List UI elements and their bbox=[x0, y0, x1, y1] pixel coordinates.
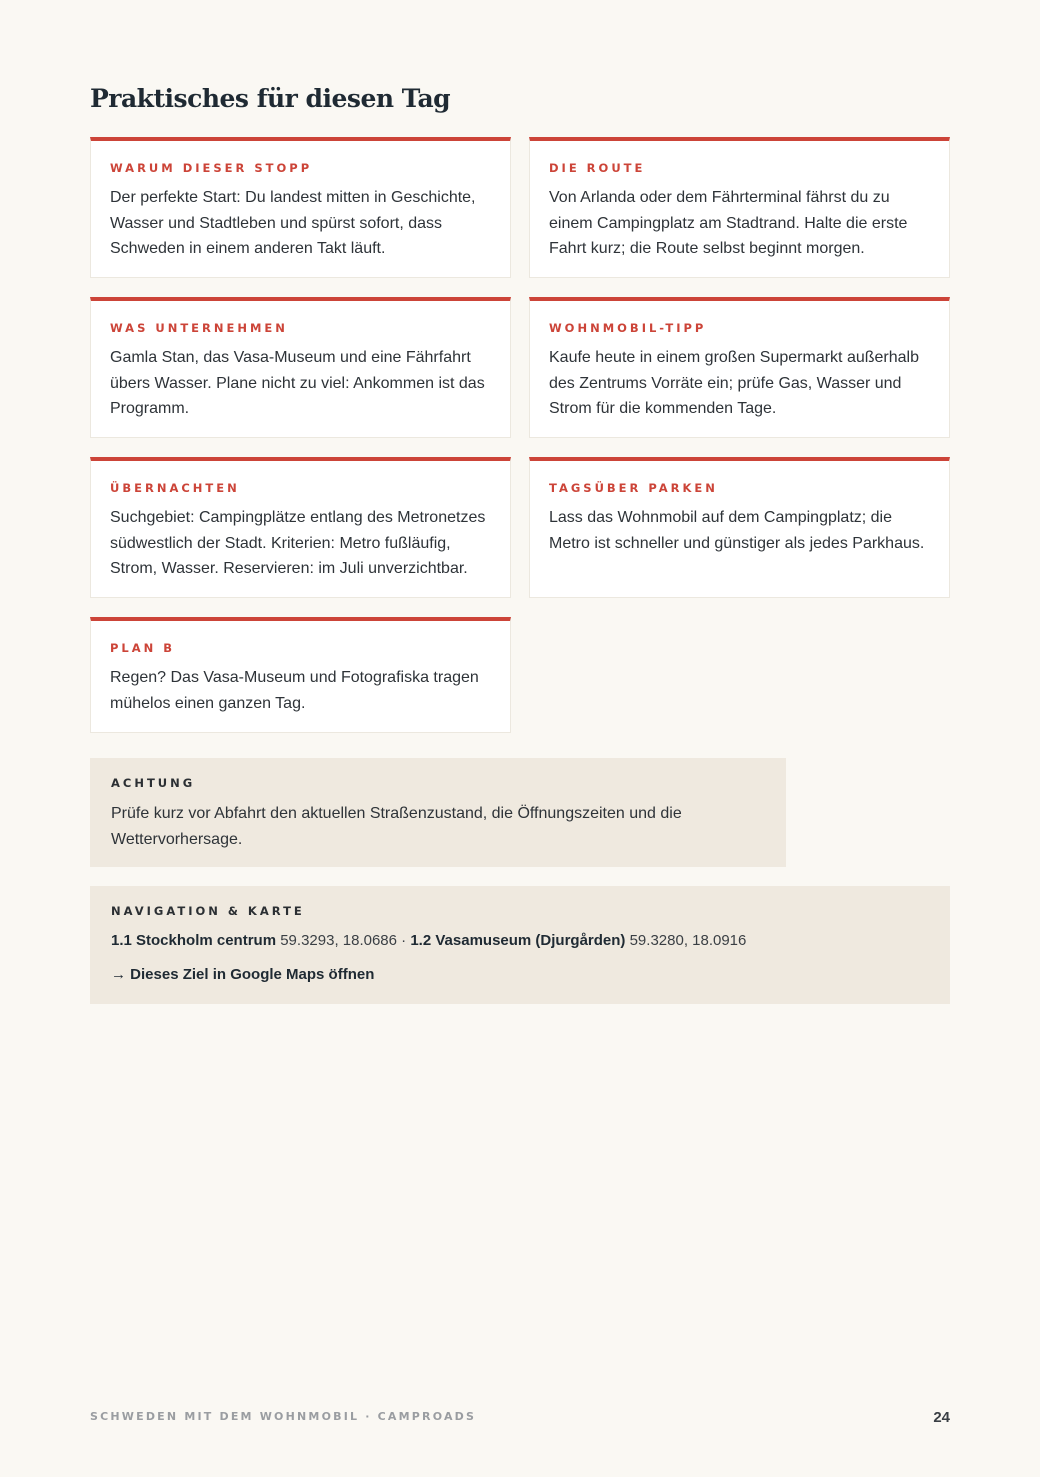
google-maps-link[interactable]: → Dieses Ziel in Google Maps öffnen bbox=[111, 966, 375, 983]
card-plan-b bbox=[90, 617, 511, 733]
card-wohnmobil-tipp bbox=[529, 297, 950, 438]
card-text: Regen? Das Vasa-Museum und Fotografiska tragen mühelos einen ganzen Tag. bbox=[110, 669, 479, 712]
navigation-label: NAVIGATION & KARTE bbox=[111, 904, 305, 918]
card-label: DIE ROUTE bbox=[549, 161, 646, 175]
separator: · bbox=[401, 932, 407, 949]
card-text: Lass das Wohnmobil auf dem Campingplatz; die Metro ist schneller und günstiger als jedes Parkhaus. bbox=[549, 509, 925, 552]
navigation-box bbox=[90, 886, 950, 1004]
card-warum-dieser-stopp bbox=[90, 137, 511, 278]
card-label: TAGSÜBER PARKEN bbox=[549, 481, 718, 495]
stop-1-name: 1.1 Stockholm centrum bbox=[111, 932, 277, 949]
card-text: Der perfekte Start: Du landest mitten in Geschichte, Wasser und Stadtleben und spürst sofort, dass Schweden in einem anderen Takt läuft. bbox=[110, 189, 476, 257]
info-card-grid bbox=[90, 137, 950, 733]
card-text: Kaufe heute in einem großen Supermarkt außerhalb des Zentrums Vorräte ein; prüfe Gas, Wasser und Strom für die kommenden Tage. bbox=[549, 349, 919, 417]
card-label: ÜBERNACHTEN bbox=[110, 481, 240, 495]
card-text: Gamla Stan, das Vasa-Museum und eine Fährfahrt übers Wasser. Plane nicht zu viel: Ankommen ist das Programm. bbox=[110, 349, 485, 417]
card-uebernachten bbox=[90, 457, 511, 598]
card-was-unternehmen bbox=[90, 297, 511, 438]
card-label: WARUM DIESER STOPP bbox=[110, 161, 313, 175]
warning-box bbox=[90, 758, 786, 867]
warning-text: Prüfe kurz vor Abfahrt den aktuellen Straßenzustand, die Öffnungszeiten und die Wettervorhersage. bbox=[111, 805, 682, 848]
stop-2-coordinates: 59.3280, 18.0916 bbox=[629, 932, 747, 949]
card-die-route bbox=[529, 137, 950, 278]
card-label: WAS UNTERNEHMEN bbox=[110, 321, 288, 335]
coordinates-line bbox=[111, 930, 929, 952]
card-label: PLAN B bbox=[110, 641, 176, 655]
card-text: Von Arlanda oder dem Fährterminal fährst du zu einem Campingplatz am Stadtrand. Halte die erste Fahrt kurz; die Route selbst beginnt morgen. bbox=[549, 189, 908, 257]
card-tagsueber-parken bbox=[529, 457, 950, 598]
section-title: Praktisches für diesen Tag bbox=[90, 84, 451, 113]
stop-2-name: 1.2 Vasamuseum (Djurgården) bbox=[410, 932, 626, 949]
page-number: 24 bbox=[933, 1409, 950, 1426]
warning-label: ACHTUNG bbox=[111, 776, 196, 790]
card-label: WOHNMOBIL-TIPP bbox=[549, 321, 707, 335]
card-text: Suchgebiet: Campingplätze entlang des Metronetzes südwestlich der Stadt. Kriterien: Metro fußläufig, Strom, Wasser. Reservieren: im Juli unverzichtbar. bbox=[110, 509, 486, 577]
stop-1-coordinates: 59.3293, 18.0686 bbox=[280, 932, 397, 949]
footer-title: SCHWEDEN MIT DEM WOHNMOBIL · CAMPROADS bbox=[90, 1410, 477, 1423]
